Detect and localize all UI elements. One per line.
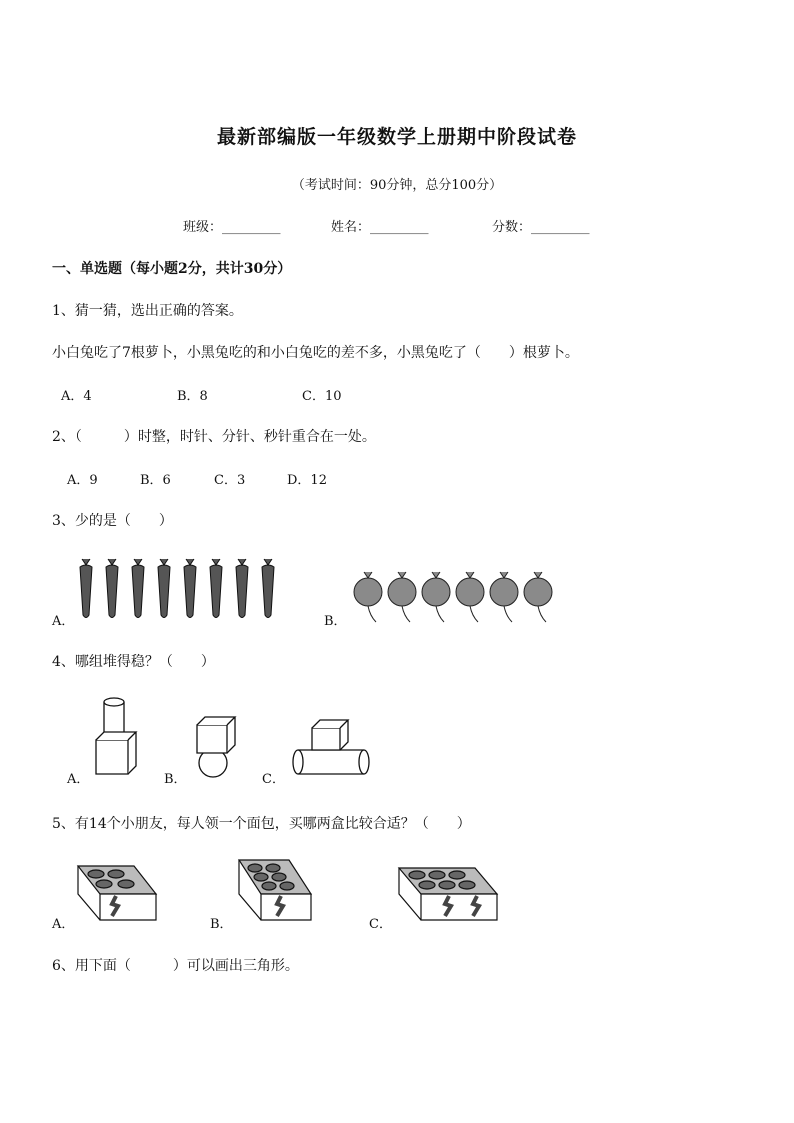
question-1-text: 小白兔吃了7根萝卜，小黑兔吃的和小白兔吃的差不多，小黑兔吃了（ ）根萝卜。 [52,345,579,361]
radish-icon [524,572,552,622]
question-1-stem: 1、猜一猜，选出正确的答案。 [52,303,243,319]
q2-option-c: C．3 [214,473,246,488]
cube-on-ball-illustration [193,713,239,779]
q2-option-b: B．6 [140,473,171,488]
question-4-stem: 4、哪组堆得稳？（ ） [52,654,215,670]
q1-option-b: B．8 [177,389,208,404]
radish-icon [354,572,382,622]
radish-icon [422,572,450,622]
question-2-stem: 2、（ ）时整，时针、分针、秒针重合在一处。 [52,429,376,445]
carrot-icon [210,559,222,618]
radishes-illustration [352,570,562,626]
q5-option-a: A． [52,917,75,932]
q5-option-b: B． [210,917,233,932]
question-5-stem: 5、有14个小朋友，每人领一个面包，买哪两盒比较合适？（ ） [52,816,471,832]
radish-icon [490,572,518,622]
radish-icon [456,572,484,622]
q3-option-b: B． [324,614,347,629]
question-3-stem: 3、少的是（ ） [52,513,173,529]
class-field: 班级：_________ [183,220,281,235]
carrot-icon [184,559,196,618]
bread-box-a-illustration [76,862,158,924]
q1-option-a: A．4 [61,389,92,404]
carrot-icon [158,559,170,618]
cylinder-on-cube-illustration [94,696,140,778]
q2-option-d: D．12 [287,473,327,488]
q1-option-c: C．10 [302,389,342,404]
q4-option-c: C． [262,772,285,787]
q5-option-c: C． [369,917,392,932]
page-title: 最新部编版一年级数学上册期中阶段试卷 [216,126,577,148]
q4-option-b: B． [164,772,187,787]
score-field: 分数：_________ [492,220,590,235]
carrots-illustration [76,555,276,625]
carrot-icon [236,559,248,618]
carrot-icon [80,559,92,618]
bread-box-b-illustration [237,856,319,924]
cube-on-cylinder-illustration [290,718,372,778]
section-title: 一、单选题（每小题2分，共计30分） [52,261,292,277]
q4-option-a: A． [67,772,90,787]
q3-option-a: A． [52,614,75,629]
carrot-icon [262,559,274,618]
name-field: 姓名：_________ [331,220,429,235]
radish-icon [388,572,416,622]
q2-option-a: A．9 [67,473,98,488]
question-6-stem: 6、用下面（ ）可以画出三角形。 [52,958,299,974]
exam-time-note: （考试时间：90分钟，总分100分） [291,178,503,193]
carrot-icon [106,559,118,618]
bread-box-c-illustration [397,864,499,924]
carrot-icon [132,559,144,618]
